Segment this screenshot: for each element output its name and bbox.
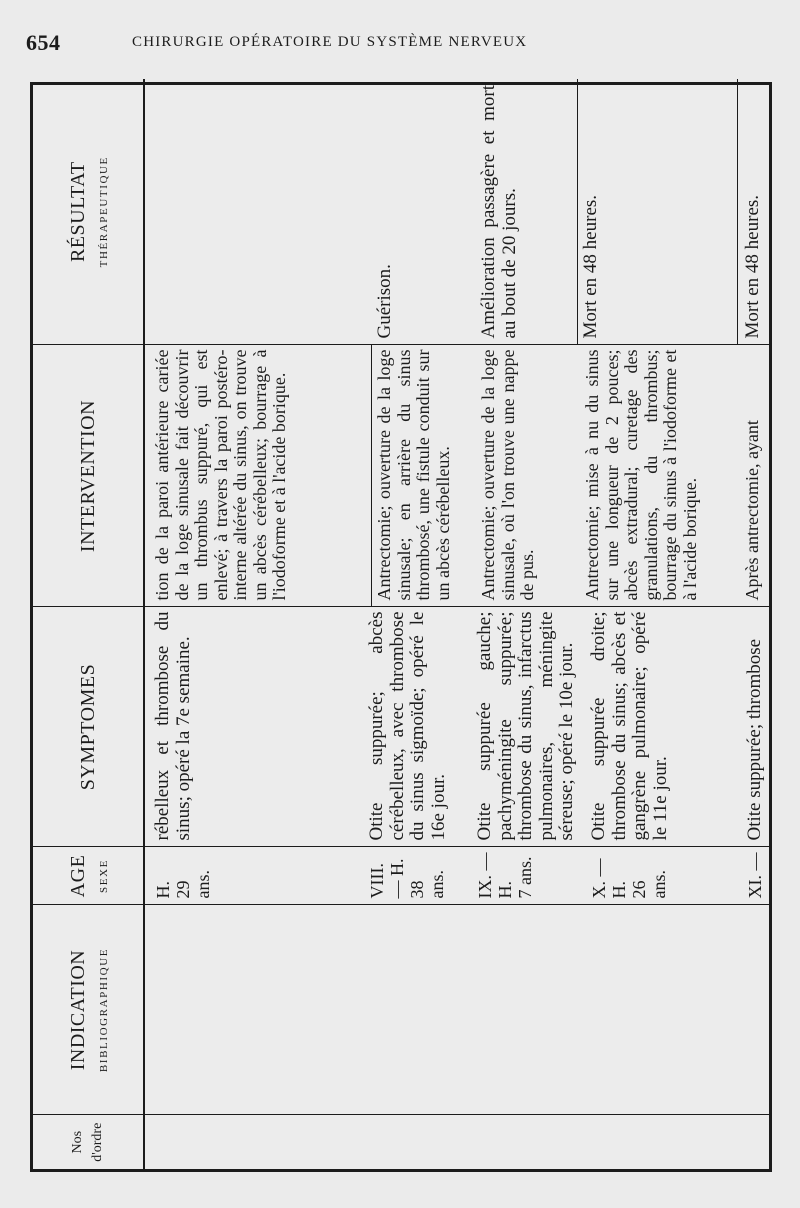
column-numbers (144, 1115, 769, 1169)
row-divider (577, 79, 578, 345)
case-age-sex (589, 848, 669, 905)
header-symptomes (33, 607, 144, 847)
header-age-sub: SEXE (98, 859, 110, 893)
case-symptoms-text: Otite suppurée droite; thrombose du sinus; abcès et gangrène pulmonaire; opéré le 11e jour. (588, 611, 671, 841)
case-age-sex (475, 848, 535, 905)
column-indication (144, 905, 769, 1115)
case-symptoms (745, 608, 766, 847)
header-indication-sub: BIBLIOGRAPHIQUE (98, 947, 110, 1073)
case-age-text: IX. — H. 7 ans. (475, 852, 535, 899)
header-resultat-main: RÉSULTAT (67, 161, 89, 263)
case-symptoms-text: Otite suppurée; abcès cérébelleux, avec thrombose du sinus sigmoïde; opéré le 16e jour. (366, 611, 449, 841)
case-result (375, 79, 396, 345)
case-result (743, 79, 764, 345)
header-resultat-sub: THÉRAPEUTIQUE (98, 156, 110, 268)
case-result (479, 79, 520, 345)
case-symptoms (475, 608, 578, 847)
header-no-line1: Nos (70, 1130, 85, 1154)
row-divider (737, 79, 738, 345)
running-title: CHIRURGIE OPÉRATOIRE DU SYSTÈME NERVEUX (132, 34, 528, 50)
case-symptoms (153, 608, 194, 847)
case-intervention (479, 346, 538, 607)
header-row (33, 79, 144, 1169)
header-resultat (33, 79, 144, 345)
column-resultat (144, 79, 769, 345)
case-symptoms-text: Otite suppurée; thrombose (744, 638, 765, 841)
case-result (581, 79, 602, 345)
case-age-text: XI. — (745, 852, 765, 899)
case-symptoms (367, 608, 449, 847)
column-symptomes (144, 607, 769, 847)
case-symptoms-text: Otite suppurée gauche; pachyméningite suppurée; thrombose du sinus, infarctus pulmonaires, méningite séreuse; opéré le 10e jour. (474, 611, 577, 841)
case-table-grid (33, 79, 769, 1169)
case-age-sex (367, 848, 447, 905)
header-no (33, 1115, 144, 1169)
case-symptoms-text: rébelleux et thrombose du sinus; opéré la 7e semaine. (152, 611, 194, 841)
case-age-text: H. 29 ans. (153, 870, 213, 899)
case-intervention (153, 346, 290, 607)
header-age-main: AGE (67, 854, 89, 898)
case-result-text: Guérison. (374, 264, 395, 339)
header-no-line2: d'ordre (90, 1122, 105, 1162)
case-symptoms (589, 608, 671, 847)
case-intervention (743, 346, 763, 607)
case-intervention (583, 346, 700, 607)
header-symptomes-main: SYMPTOMES (77, 663, 99, 791)
case-result-text: Mort en 48 heures. (580, 194, 601, 339)
case-intervention-text: tion de la paroi antérieure cariée de la loge sinusale fait découvrir un thrombus suppuré, qui est enlevé; à travers la paroi postéro-interne altérée du sinus, on trouve un abcès cérébelleux; bourrage à l'iodoforme et à l'acide borique. (152, 349, 289, 601)
case-age-sex (153, 848, 213, 905)
header-indication-main: INDICATION (67, 949, 89, 1071)
case-intervention-text: Antrectomie; ouverture de la loge sinusale; en arrière du sinus thrombosé, une fistule conduit sur un abcès cérébelleux. (374, 349, 453, 601)
case-result-text: Amélioration passagère et mort au bout de 20 jours. (478, 85, 520, 339)
case-intervention-text: Après antrectomie, ayant (742, 420, 762, 601)
page-number: 654 (26, 30, 61, 55)
row-divider (371, 346, 372, 607)
case-age-sex (745, 848, 765, 905)
body-row (144, 79, 769, 1169)
header-intervention (33, 345, 144, 607)
case-age-text: X. — H. 26 ans. (589, 858, 669, 899)
column-age (144, 847, 769, 905)
header-age (33, 847, 144, 905)
running-head (0, 0, 800, 80)
case-intervention-text: Antrectomie; mise à nu du sinus sur une longueur de 2 pouces; abcès extradural; curetage des granulations, du thrombus; bourrage du sinus à l'iodoforme et à l'acide borique. (582, 349, 700, 601)
column-intervention (144, 345, 769, 607)
case-intervention (375, 346, 453, 607)
case-age-text: VIII. — H. 38 ans. (367, 858, 447, 899)
case-intervention-text: Antrectomie; ouverture de la loge sinusale, où l'on trouve une nappe de pus. (478, 349, 537, 601)
case-result-text: Mort en 48 heures. (742, 194, 763, 339)
header-indication (33, 905, 144, 1115)
case-table (30, 82, 772, 1172)
header-intervention-main: INTERVENTION (77, 399, 99, 553)
